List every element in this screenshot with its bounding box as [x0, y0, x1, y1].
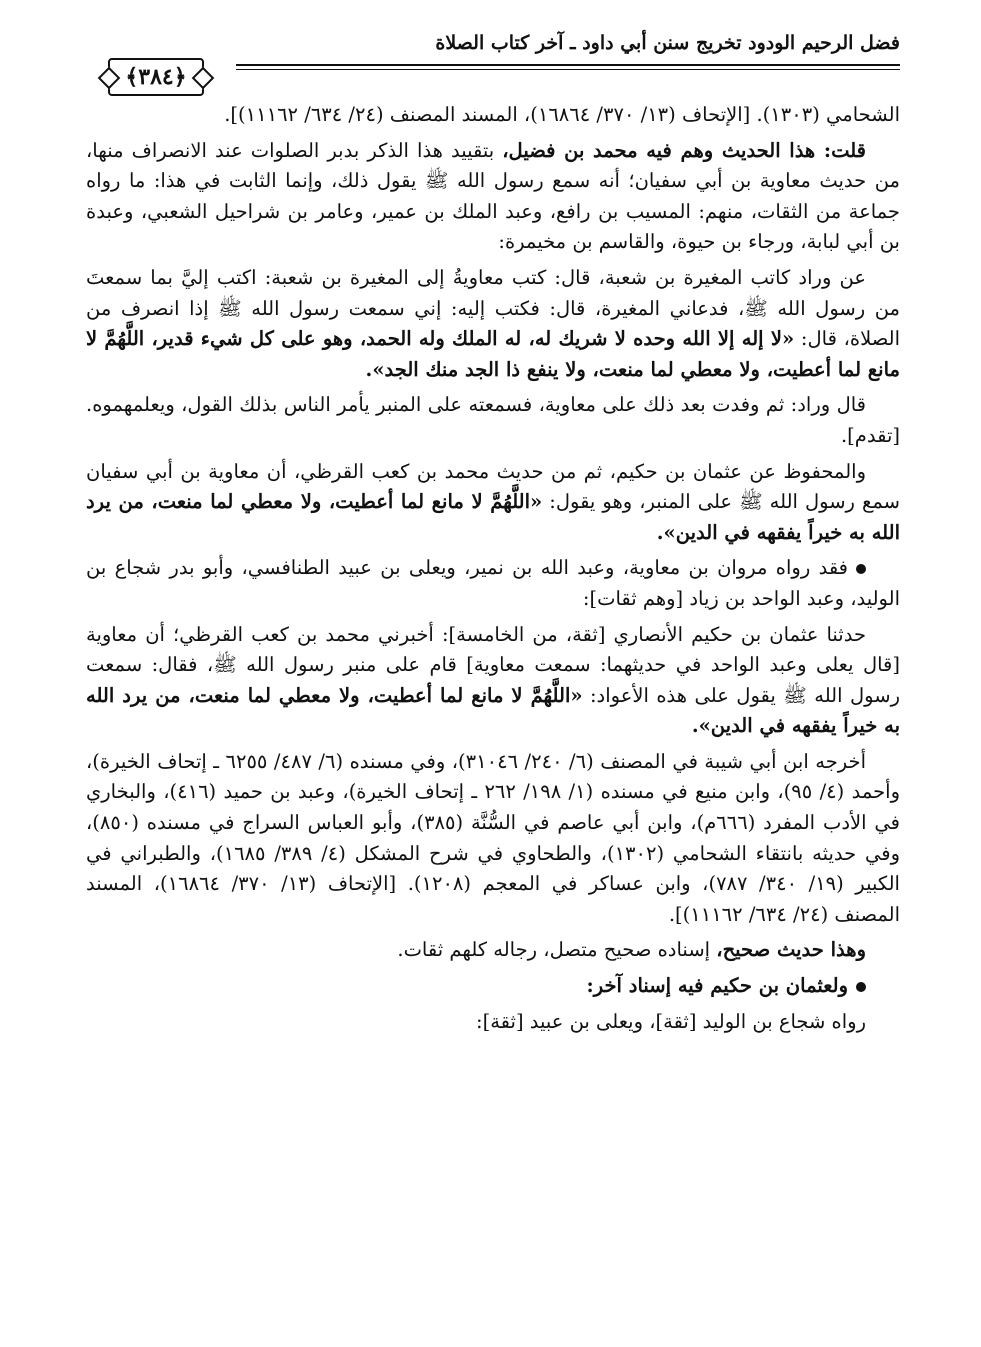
bold-text-segment: «اللَّهُمَّ لا مانع لما أعطيت، ولا معطي لما منعت، من يرد الله به خيراً يفقهه في الدين». [86, 683, 900, 738]
paragraph [86, 971, 900, 1002]
text-segment: إسناده صحيح متصل، رجاله كلهم ثقات. [397, 938, 717, 962]
text-segment: والمحفوظ عن عثمان بن حكيم، ثم من حديث محمد بن كعب القرظي، أن معاوية بن أبي سفيان سمع رسول الله ﷺ على المنبر، وهو يقول: [86, 459, 900, 514]
text-segment: أخرجه ابن أبي شيبة في المصنف (٦/ ٢٤٠/ ٣١٠٤٦)، وفي مسنده (٦/ ٤٨٧/ ٦٢٥٥ ـ إتحاف الخيرة)، وأحمد (٤/ ٩٥)، وابن منيع في مسنده (١/ ١٩٨/ ٢٦٢ ـ إتحاف الخيرة)، وعبد بن حميد (٤١٦)، والبخاري في الأدب المفرد (٦٦٦م)، وابن أبي عاصم في السُّنَّة (٣٨٥)، وأبو العباس السراج في مسنده (٨٥٠)، وفي حديثه بانتقاء الشحامي (١٣٠٢)، والطحاوي في شرح المشكل (٤/ ٣٨٩/ ١٦٨٥)، والطبراني في الكبير (١٩/ ٣٤٠/ ٧٨٧)، وابن عساكر في المعجم (١٢٠٨). [الإتحاف (١٣/ ٣٧٠/ ١٦٨٦٤)، المسند المصنف (٢٤/ ٦٣٤/ ١١١٦٢)]. [86, 749, 901, 926]
paragraph [86, 1007, 900, 1038]
paragraph [86, 747, 900, 931]
page-header [86, 28, 900, 100]
bullet-icon [856, 564, 866, 574]
bold-text-segment: ولعثمان بن حكيم فيه إسناد آخر: [586, 974, 848, 998]
text-segment: عن وراد كاتب المغيرة بن شعبة، قال: كتب معاويةُ إلى المغيرة بن شعبة: اكتب إليَّ بما سمعتَ من رسول الله ﷺ، فدعاني المغيرة، قال: فكتب إليه: إني سمعت رسول الله ﷺ إذا انصرف من الصلاة، قال: [86, 265, 900, 351]
paragraph [86, 136, 900, 258]
page-number-frame [86, 58, 236, 94]
paragraph [86, 935, 900, 966]
text-segment: الشحامي (١٣٠٣). [الإتحاف (١٣/ ٣٧٠/ ١٦٨٦٤)، المسند المصنف (٢٤/ ٦٣٤/ ١١١٦٢)]. [224, 103, 900, 126]
running-title: فضل الرحيم الودود تخريج سنن أبي داود ـ آخر كتاب الصلاة [435, 32, 900, 54]
paragraph [86, 263, 900, 385]
paragraph [86, 100, 900, 131]
bold-text-segment: وهذا حديث صحيح، [716, 938, 866, 962]
text-segment: رواه شجاع بن الوليد [ثقة]، ويعلى بن عبيد [ثقة]: [476, 1009, 866, 1033]
page-number: ﴿٣٨٤﴾ [108, 58, 204, 96]
paragraph [86, 553, 900, 614]
paragraph [86, 620, 900, 742]
bold-text-segment: قلت: هذا الحديث وهم فيه محمد بن فضيل، [502, 138, 866, 162]
text-segment: قال وراد: ثم وفدت بعد ذلك على معاوية، فسمعته على المنبر يأمر الناس بذلك القول، ويعلمهموه. [تقدم]. [86, 393, 900, 447]
text-segment: بتقييد هذا الذكر بدبر الصلوات عند الانصراف منها، من حديث معاوية بن أبي سفيان؛ أنه سمع رسول الله ﷺ يقول ذلك، وإنما الثابت في هذا: ما رواه جماعة من الثقات، منهم: المسيب بن رافع، وعبد الملك بن عمير، وعامر بن شراحيل الشعبي، وعبدة بن أبي لبابة، ورجاء بن حيوة، والقاسم بن مخيمرة: [86, 138, 900, 254]
text-segment: حدثنا عثمان بن حكيم الأنصاري [ثقة، من الخامسة]: أخبرني محمد بن كعب القرظي؛ أن معاوية [قال يعلى وعبد الواحد في حديثهما: سمعت معاوية] قام على منبر رسول الله ﷺ، فقال: سمعت رسول الله ﷺ يقول على هذه الأعواد: [86, 622, 900, 707]
main-text [86, 100, 900, 1042]
bold-text-segment: «لا إله إلا الله وحده لا شريك له، له الملك وله الحمد، وهو على كل شيء قدير، اللَّهُمَّ لا مانع لما أعطيت، ولا معطي لما منعت، ولا ينفع ذا الجد منك الجد». [86, 327, 900, 381]
bullet-icon [856, 982, 866, 992]
paragraph [86, 457, 900, 549]
bold-text-segment: «اللَّهُمَّ لا مانع لما أعطيت، ولا معطي لما منعت، من يرد الله به خيراً يفقهه في الدين». [86, 490, 900, 544]
text-segment: فقد رواه مروان بن معاوية، وعبد الله بن نمير، ويعلى بن عبيد الطنافسي، وأبو بدر شجاع بن الوليد، وعبد الواحد بن زياد [وهم ثقات]: [86, 556, 900, 610]
paragraph [86, 390, 900, 451]
